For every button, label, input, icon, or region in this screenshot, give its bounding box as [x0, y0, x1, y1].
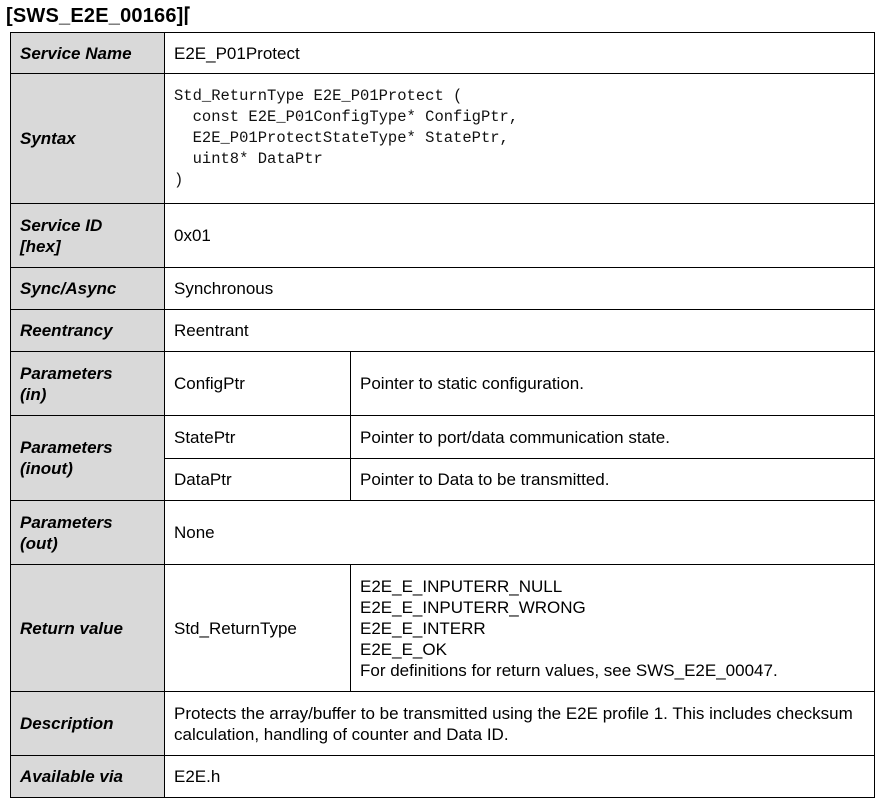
label-available-via: Available via	[11, 756, 165, 798]
return-value-item: E2E_E_INTERR	[360, 618, 486, 638]
return-value-item: E2E_E_OK	[360, 639, 447, 659]
value-parameters-out: None	[165, 501, 875, 565]
label-service-id	[11, 204, 165, 268]
row-available-via	[11, 756, 875, 798]
label-line: (out)	[20, 533, 58, 553]
label-line: (in)	[20, 384, 47, 404]
value-service-name: E2E_P01Protect	[165, 33, 875, 74]
return-value-note: For definitions for return values, see SWS_E2E_00047.	[360, 660, 778, 680]
syntax-line: E2E_P01ProtectStateType* StatePtr,	[174, 129, 509, 147]
param-name: DataPtr	[165, 459, 351, 501]
label-line: Parameters	[20, 363, 113, 383]
param-name: StatePtr	[165, 416, 351, 459]
syntax-line: Std_ReturnType E2E_P01Protect (	[174, 87, 463, 105]
label-service-name: Service Name	[11, 33, 165, 74]
param-name: ConfigPtr	[165, 352, 351, 416]
return-values	[351, 565, 875, 692]
label-line: Parameters	[20, 512, 113, 532]
label-sync-async: Sync/Async	[11, 268, 165, 310]
row-parameters-inout	[11, 416, 875, 459]
label-line: Service ID	[20, 215, 103, 235]
label-reentrancy: Reentrancy	[11, 310, 165, 352]
value-service-id: 0x01	[165, 204, 875, 268]
param-description: Pointer to static configuration.	[351, 352, 875, 416]
value-syntax	[165, 74, 875, 204]
label-line: (inout)	[20, 459, 73, 478]
label-parameters-out	[11, 501, 165, 565]
label-parameters-in	[11, 352, 165, 416]
row-syntax	[11, 74, 875, 204]
row-description	[11, 692, 875, 756]
syntax-line: )	[174, 171, 184, 189]
requirement-id: [SWS_E2E_00166]⌈	[6, 5, 192, 27]
label-line: [hex]	[20, 236, 61, 256]
value-reentrancy: Reentrant	[165, 310, 875, 352]
return-value-item: E2E_E_INPUTERR_WRONG	[360, 597, 586, 617]
label-line: Parameters	[20, 438, 113, 457]
api-specification-table	[10, 32, 875, 798]
param-description: Pointer to Data to be transmitted.	[351, 459, 875, 501]
label-parameters-inout	[11, 416, 165, 501]
row-parameters-out	[11, 501, 875, 565]
return-value-item: E2E_E_INPUTERR_NULL	[360, 576, 563, 596]
label-description: Description	[11, 692, 165, 756]
syntax-line: const E2E_P01ConfigType* ConfigPtr,	[174, 108, 519, 126]
value-description: Protects the array/buffer to be transmitted using the E2E profile 1. This includes checksum calculation, handling of counter and Data ID.	[165, 692, 875, 756]
return-type: Std_ReturnType	[165, 565, 351, 692]
row-service-name	[11, 33, 875, 74]
value-sync-async: Synchronous	[165, 268, 875, 310]
param-description: Pointer to port/data communication state.	[351, 416, 875, 459]
row-reentrancy	[11, 310, 875, 352]
syntax-line: uint8* DataPtr	[174, 150, 323, 168]
row-parameters-in	[11, 352, 875, 416]
row-sync-async	[11, 268, 875, 310]
label-return-value: Return value	[11, 565, 165, 692]
row-return-value	[11, 565, 875, 692]
row-service-id	[11, 204, 875, 268]
label-syntax: Syntax	[11, 74, 165, 204]
value-available-via: E2E.h	[165, 756, 875, 798]
